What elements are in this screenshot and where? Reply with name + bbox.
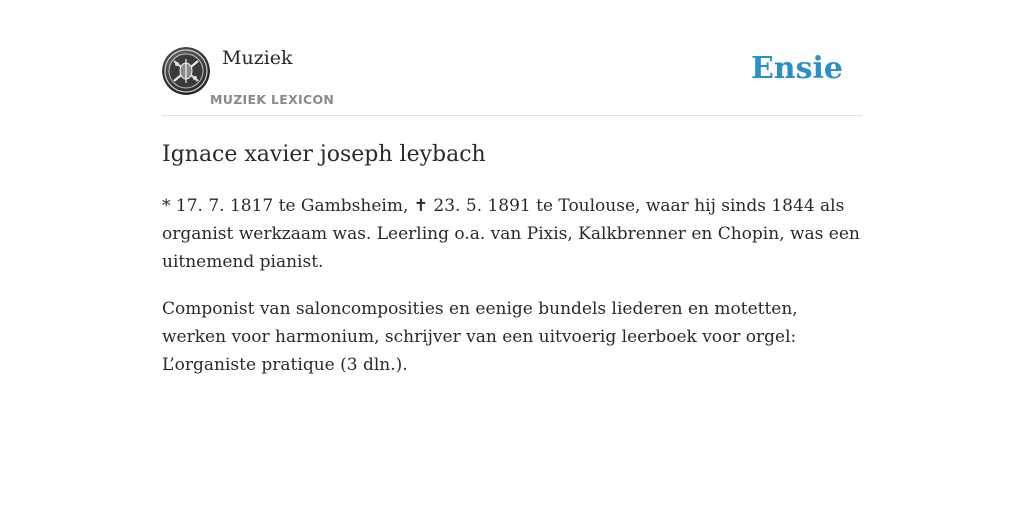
ensie-logo-link[interactable]: Ensie bbox=[750, 51, 843, 86]
site-subtitle: MUZIEK LEXICON bbox=[210, 92, 335, 107]
article-paragraph: Componist van saloncomposities en eenige bundels liederen en motetten, werken voor harmonium, schrijver van een uitvoerig leerboek voor orgel: L’organiste pratique (3 dln.). bbox=[162, 299, 798, 375]
page-title: Ignace xavier joseph leybach bbox=[162, 142, 486, 167]
article-paragraph: * 17. 7. 1817 te Gambsheim, ✝ 23. 5. 1891 te Toulouse, waar hij sinds 1844 als organist werkzaam was. Leerling o.a. van Pixis, Kalkbrenner en Chopin, was een uitnemend pianist. bbox=[162, 196, 860, 272]
article-body bbox=[162, 192, 862, 398]
site-name[interactable]: Muziek bbox=[222, 47, 293, 69]
music-emblem-icon[interactable] bbox=[162, 47, 210, 95]
site-header bbox=[162, 0, 862, 116]
